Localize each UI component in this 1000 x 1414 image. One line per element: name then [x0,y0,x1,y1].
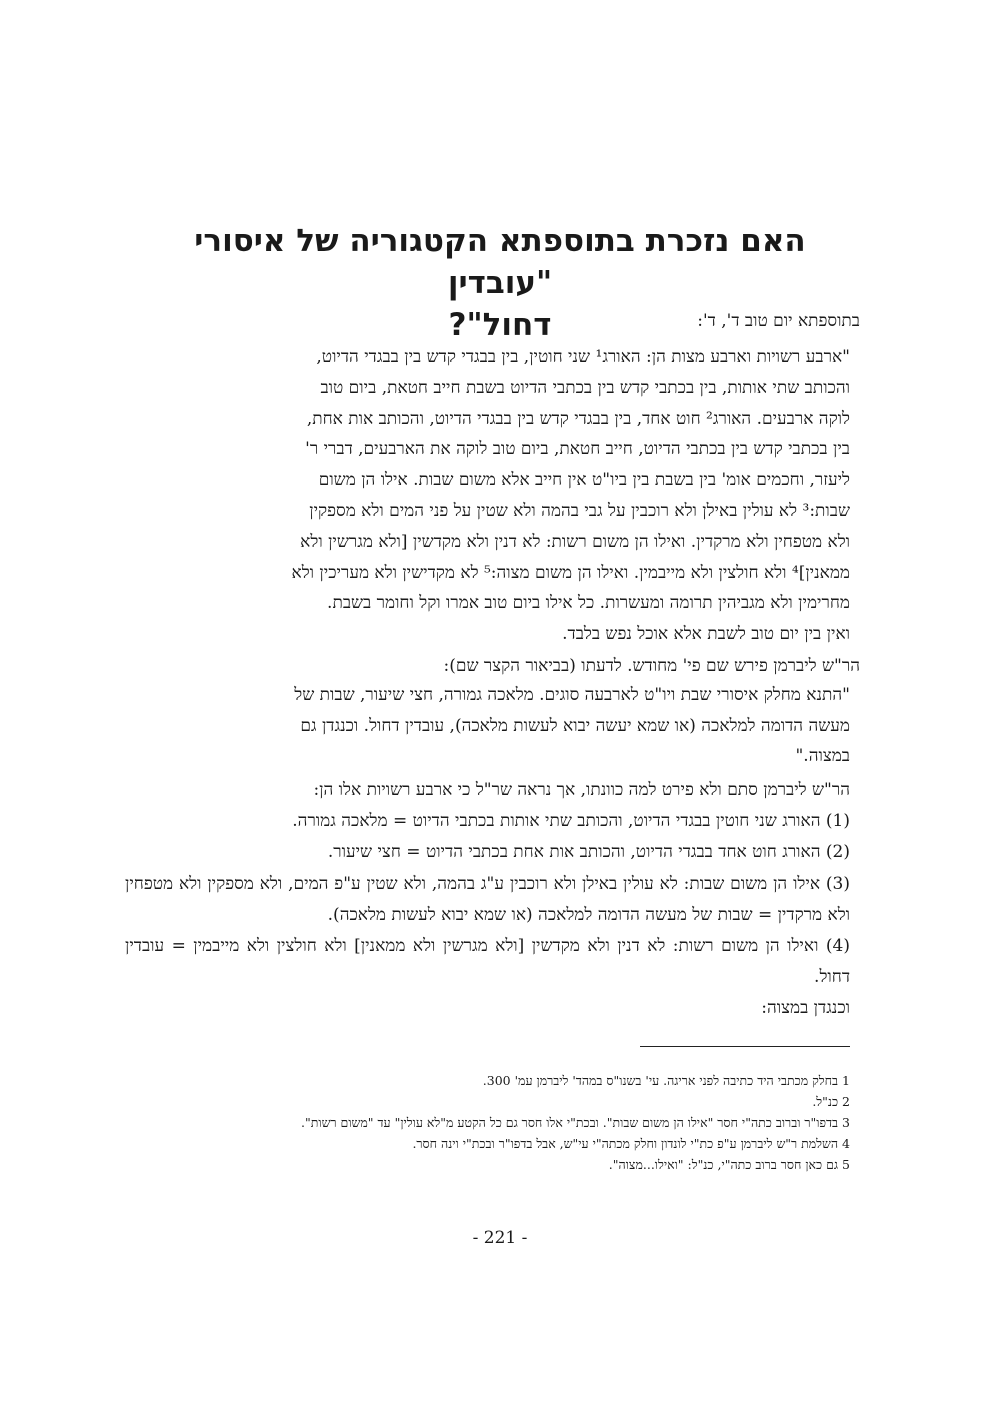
list-item: (3) אילו הן משום שבות: לא עולין באילן ולא רוכבין ע"ג בהמה, ולא שטין ע"פ המים, ולא מספקין ולא מטפחין ולא מרקדין = שבות של מעשה הדומה למלאכה (או שמא יבוא לעשות מלאכה). [125,873,850,925]
lieberman-quote [185,680,850,772]
tosefta-quote [185,342,850,650]
quote-line: במצוה." [795,746,850,766]
quote-line: בין בכתבי קדש בין בכתבי הדיוט, חייב חטאת, ביום טוב לוקה את הארבעים, דברי ר' [305,439,850,460]
footnotes [150,1070,850,1175]
quote-line: והכותב שתי אותות, בין בכתבי קדש בין בכתבי הדיוט בשבת חייב חטאת, ביום טוב [320,377,850,398]
list-item: וכנגדן במצוה: [761,998,850,1019]
footnote-1: 1 בחלק מכתבי היד כתיבה לפני אריגה. עי' בשנו"ס במהד' ליברמן עמ' 300. [482,1073,850,1088]
title-line-2: דחול"? [448,307,552,343]
quote-line: לוקה ארבעים. האורג² חוט אחד, בין בבגדי קדש בין בבגדי הדיוט, והכותב אות אחת, [306,408,850,429]
quote-line: ליעזר, וחכמים אומ' בין בשבת בין ביו"ט אין חייב אלא משום שבות. אילו הן משום [318,470,850,491]
quote-line: מחרימין ולא מגביהין תרומה ומעשרות. כל אילו ביום טוב אמרו וקל וחומר בשבת. [327,593,850,614]
footnote-5: 5 גם כאן חסר ברוב כתה"י, כנ"ל: "ואילו...מצוה". [608,1157,850,1172]
footnote-divider [640,1046,850,1047]
quote-line: ולא מטפחין ולא מרקדין. ואילו הן משום רשות: לא דנין ולא מקדשין [ולא מגרשין ולא [300,531,850,552]
page-number: - 221 - [472,1228,528,1248]
list-item: (2) האורג חוט אחד בבגדי הדיוט, והכותב אות אחת בכתבי הדיוט = חצי שיעור. [327,842,850,863]
intro-line: בתוספתא יום טוב ד', ד': [697,311,860,331]
lieberman-intro: הר"ש ליברמן פירש שם פי' מחודש. לדעתו (בביאור הקצר שם): [443,656,860,676]
quote-line: שבות:³ לא עולין באילן ולא רוכבין על גבי בהמה ולא שטין על פני המים ולא מספקין [309,500,850,521]
category-list [125,775,850,1025]
title-line-1: האם נזכרת בתוספתא הקטגוריה של איסורי "עובדין [194,223,806,301]
footnote-4: 4 השלמת ר"ש ליברמן ע"פ כת"י לונדון וחלק מכתה"י עי"ש, אבל בדפו"ר ובכת"י וינה חסר. [412,1136,850,1151]
quote-line: ואין בין יום טוב לשבת אלא אוכל נפש בלבד. [562,624,850,645]
quote-line: "התנא מחלק איסורי שבת ויו"ט לארבעה סוגים. מלאכה גמורה, חצי שיעור, שבות של [294,685,850,705]
footnote-2: 2 כנ"ל. [812,1094,850,1109]
footnote-3: 3 בדפו"ר וברוב כתה"י חסר "אילו הן משום שבות". ובכת"י אלו חסר גם כל הקטע מ"לא עולין" עד "משום רשות". [301,1115,850,1130]
list-item: (4) ואילו הן משום רשות: לא דנין ולא מקדשין [ולא מגרשין ולא ממאנין] ולא חולצין ולא מייבמין = עובדין דחול. [125,936,850,988]
quote-line: "ארבע רשויות וארבע מצות הן: האורג¹ שני חוטין, בין בבגדי קדש בין בבגדי הדיוט, [316,347,850,367]
quote-line: מעשה הדומה למלאכה (או שמא יעשה יבוא לעשות מלאכה), עובדין דחול. וכנגדן גם [300,715,850,736]
list-item: (1) האורג שני חוטין בבגדי הדיוט, והכותב שתי אותות בכתבי הדיוט = מלאכה גמורה. [292,811,850,832]
quote-line: ממאנין]⁴ ולא חולצין ולא מייבמין. ואילו הן משום מצוה:⁵ לא מקדישין ולא מעריכין ולא [291,562,850,583]
list-item: הר"ש ליברמן סתם ולא פירט למה כוונתו, אך נראה שר"ל כי ארבע רשויות אלו הן: [313,780,850,800]
